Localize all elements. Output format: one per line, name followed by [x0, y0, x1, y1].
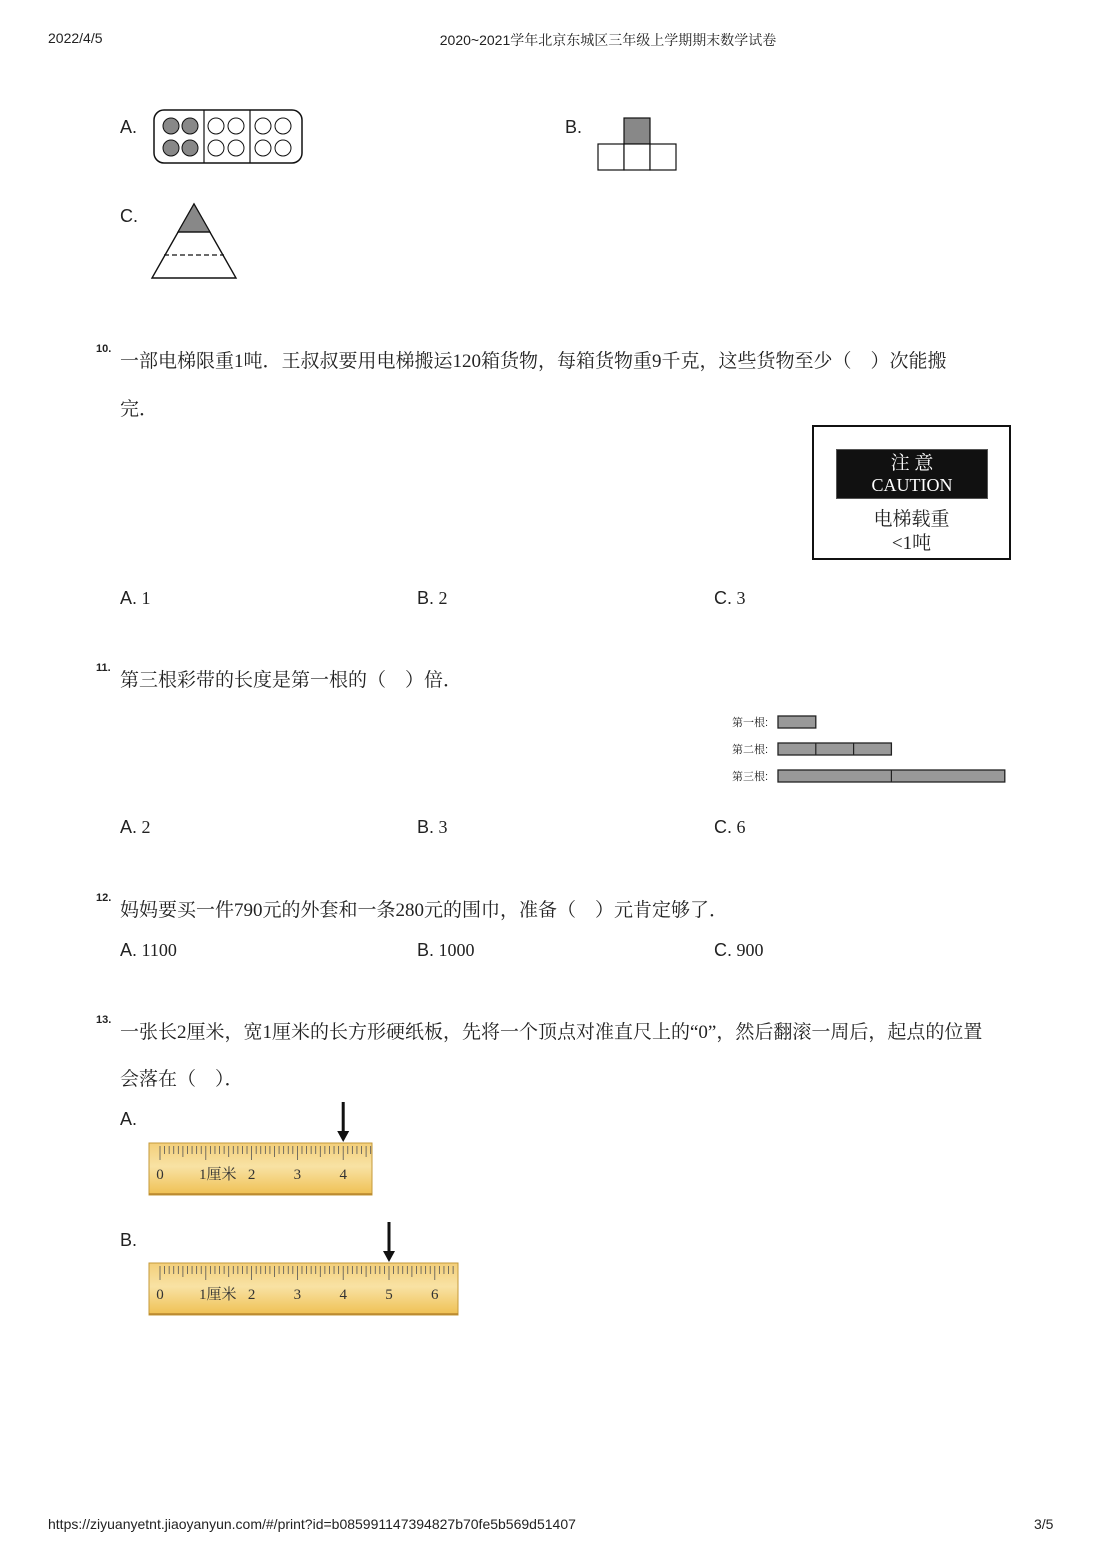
ruler-label: 3 — [293, 1167, 302, 1183]
q9-option-b-figure — [597, 117, 681, 173]
q12-option-b[interactable] — [417, 940, 475, 961]
ruler-label: 2 — [247, 1287, 256, 1303]
footer-page: 3/5 — [1034, 1516, 1054, 1532]
option-value: 900 — [736, 940, 764, 960]
option-label: A. — [120, 588, 138, 608]
ruler-label: 6 — [431, 1287, 439, 1303]
q10-option-c[interactable] — [714, 588, 746, 609]
ribbon-label-3: 第三根: — [732, 771, 769, 783]
ruler-label: 0 — [156, 1287, 164, 1303]
q13-number: 13. — [96, 1014, 112, 1026]
q12-number: 12. — [96, 892, 112, 904]
caution-title-en: CAUTION — [871, 475, 953, 495]
q11-option-b[interactable] — [417, 817, 448, 838]
q9-option-c-label: C. — [120, 206, 138, 226]
header-title: 2020~2021学年北京东城区三年级上学期期末数学试卷 — [439, 32, 777, 48]
ribbon-label-1: 第一根: — [732, 717, 769, 729]
ruler-label: 4 — [339, 1167, 347, 1183]
ruler-label: 2 — [247, 1167, 256, 1183]
q10-text-line1: 一部电梯限重1吨．王叔叔要用电梯搬运120箱货物，每箱货物重9千克，这些货物至少（ ）次能搬 — [120, 351, 947, 372]
ruler-label: 4 — [339, 1287, 347, 1303]
ruler-label: 1厘米 — [199, 1167, 237, 1183]
q9-option-c-figure — [150, 203, 240, 281]
q10-text-line2: 完． — [120, 399, 159, 420]
caution-sign — [812, 425, 1011, 560]
q13-option-b-label: B. — [120, 1230, 138, 1250]
option-label: C. — [714, 940, 732, 960]
caution-line2: <1吨 — [891, 533, 932, 554]
option-value: 1100 — [141, 940, 177, 960]
option-value: 3 — [736, 588, 746, 608]
q12-option-a[interactable] — [120, 940, 177, 961]
q10-option-b[interactable] — [417, 588, 448, 609]
ribbon-diagram — [777, 715, 1007, 783]
option-value: 3 — [438, 817, 448, 837]
q12-text: 妈妈要买一件790元的外套和一条280元的围巾，准备（ ）元肯定够了． — [120, 900, 729, 921]
caution-title-cn: 注 意 — [890, 453, 934, 474]
q13-text-line1: 一张长2厘米，宽1厘米的长方形硬纸板，先将一个顶点对准直尺上的“0”，然后翻滚一周后，起点的位置 — [120, 1022, 983, 1043]
q10-option-a[interactable] — [120, 588, 151, 609]
q11-number: 11. — [96, 662, 111, 674]
option-value: 2 — [438, 588, 448, 608]
q10-number: 10. — [96, 343, 112, 355]
option-value: 6 — [736, 817, 746, 837]
ruler-label: 5 — [385, 1287, 393, 1303]
option-label: A. — [120, 940, 138, 960]
q13-text-line2: 会落在（ ）． — [120, 1069, 244, 1090]
option-label: C. — [714, 817, 732, 837]
caution-line1: 电梯载重 — [873, 509, 950, 530]
ribbon-bar-1 — [778, 716, 816, 728]
caution-sign-banner — [836, 449, 988, 499]
q11-text: 第三根彩带的长度是第一根的（ ）倍． — [120, 670, 463, 691]
ruler-arrow-head — [337, 1131, 349, 1142]
ribbon-label-2: 第二根: — [732, 744, 769, 756]
option-label: A. — [120, 817, 138, 837]
q9-option-a-figure — [150, 106, 310, 168]
q9-option-a-label: A. — [120, 117, 138, 137]
option-value: 1 — [141, 588, 151, 608]
option-label: C. — [714, 588, 732, 608]
q13-option-b-ruler — [149, 1220, 458, 1317]
ruler-label: 1厘米 — [199, 1287, 237, 1303]
q11-option-c[interactable] — [714, 817, 746, 838]
ruler-label: 3 — [293, 1287, 302, 1303]
header-date: 2022/4/5 — [48, 30, 103, 46]
q12-option-c[interactable] — [714, 940, 764, 961]
q9-option-b-label: B. — [565, 117, 583, 137]
q13-option-a-ruler — [149, 1100, 372, 1196]
ribbon-bar-2 — [778, 743, 891, 755]
ruler-arrow-head — [383, 1251, 395, 1262]
footer-url: https://ziyuanyetnt.jiaoyanyun.com/#/print?id=b085991147394827b70fe5b569d51407 — [48, 1516, 576, 1532]
option-label: B. — [417, 817, 435, 837]
option-label: B. — [417, 940, 435, 960]
option-value: 2 — [141, 817, 151, 837]
q11-option-a[interactable] — [120, 817, 151, 838]
option-value: 1000 — [438, 940, 475, 960]
ruler-label: 0 — [156, 1167, 164, 1183]
q13-option-a-label: A. — [120, 1109, 138, 1129]
option-label: B. — [417, 588, 435, 608]
